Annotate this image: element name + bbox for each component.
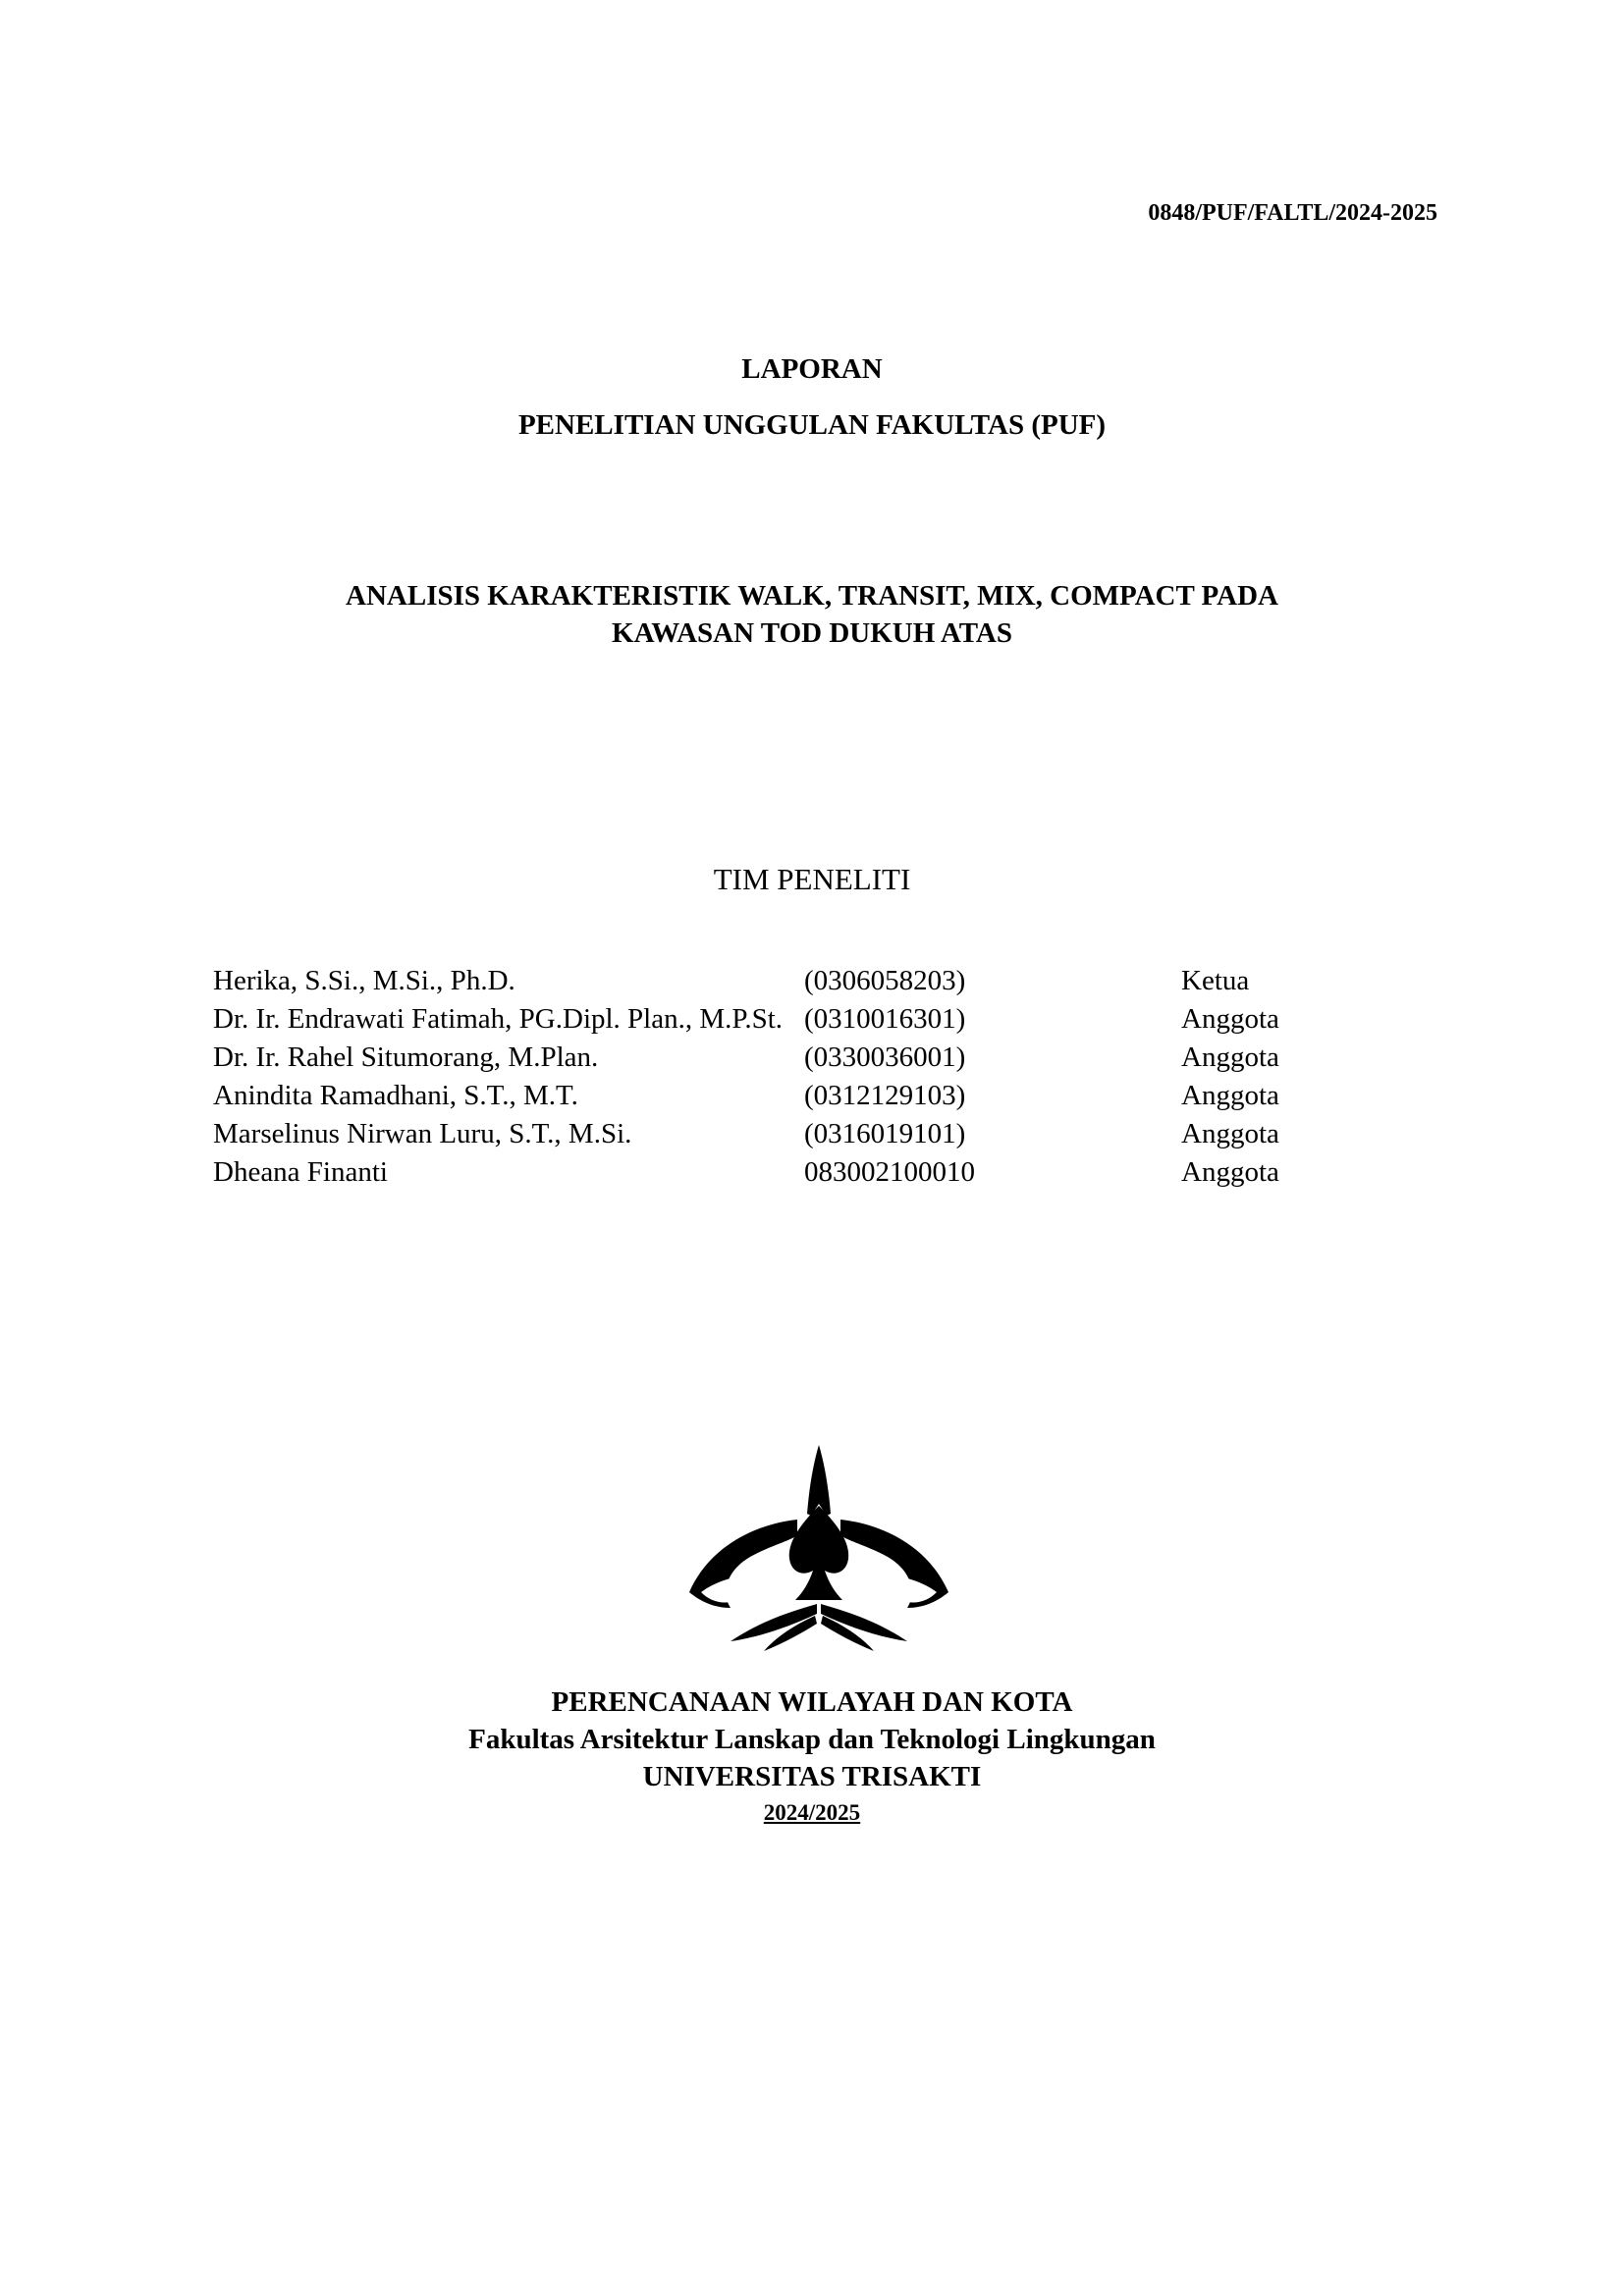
report-title-line-1: ANALISIS KARAKTERISTIK WALK, TRANSIT, MIX, COMPACT PADA (346, 580, 1278, 612)
member-id: (0316019101) (804, 1118, 966, 1149)
report-title (0, 577, 1624, 652)
member-id: (0312129103) (804, 1080, 966, 1111)
member-name: Anindita Ramadhani, S.T., M.T. (213, 1080, 578, 1111)
university-emblem-icon (681, 1445, 956, 1651)
member-role: Anggota (1181, 1041, 1279, 1073)
report-label: LAPORAN (741, 353, 883, 385)
team-row (213, 962, 1332, 1000)
member-name: Herika, S.Si., M.Si., Ph.D. (213, 965, 515, 996)
member-id: (0330036001) (804, 1041, 966, 1073)
member-id: (0306058203) (804, 965, 966, 996)
member-name: Dr. Ir. Rahel Situmorang, M.Plan. (213, 1041, 599, 1073)
team-table (213, 962, 1332, 1192)
member-id: (0310016301) (804, 1003, 966, 1035)
member-role: Anggota (1181, 1080, 1279, 1111)
team-row (213, 1000, 1332, 1039)
member-role: Ketua (1181, 965, 1250, 996)
university-name: UNIVERSITAS TRISAKTI (642, 1761, 982, 1792)
team-heading: TIM PENELITI (713, 862, 911, 896)
member-name: Dheana Finanti (213, 1156, 388, 1188)
team-row (213, 1077, 1332, 1115)
team-row (213, 1115, 1332, 1153)
department-name: PERENCANAAN WILAYAH DAN KOTA (551, 1686, 1073, 1718)
report-title-line-2: KAWASAN TOD DUKUH ATAS (612, 617, 1012, 649)
program-name: PENELITIAN UNGGULAN FAKULTAS (PUF) (517, 409, 1107, 441)
academic-year (0, 1798, 1624, 1828)
document-number: 0848/PUF/FALTL/2024-2025 (1148, 200, 1437, 226)
member-role: Anggota (1181, 1118, 1279, 1149)
member-role: Anggota (1181, 1003, 1279, 1035)
member-name: Marselinus Nirwan Luru, S.T., M.Si. (213, 1118, 632, 1149)
faculty-name: Fakultas Arsitektur Lanskap dan Teknologi Lingkungan (468, 1724, 1156, 1755)
team-row (213, 1039, 1332, 1077)
academic-year-text: 2024/2025 (763, 1800, 861, 1825)
member-name: Dr. Ir. Endrawati Fatimah, PG.Dipl. Plan., M.P.St. (213, 1003, 783, 1035)
member-id: 083002100010 (804, 1156, 975, 1188)
team-row (213, 1153, 1332, 1192)
member-role: Anggota (1181, 1156, 1279, 1188)
